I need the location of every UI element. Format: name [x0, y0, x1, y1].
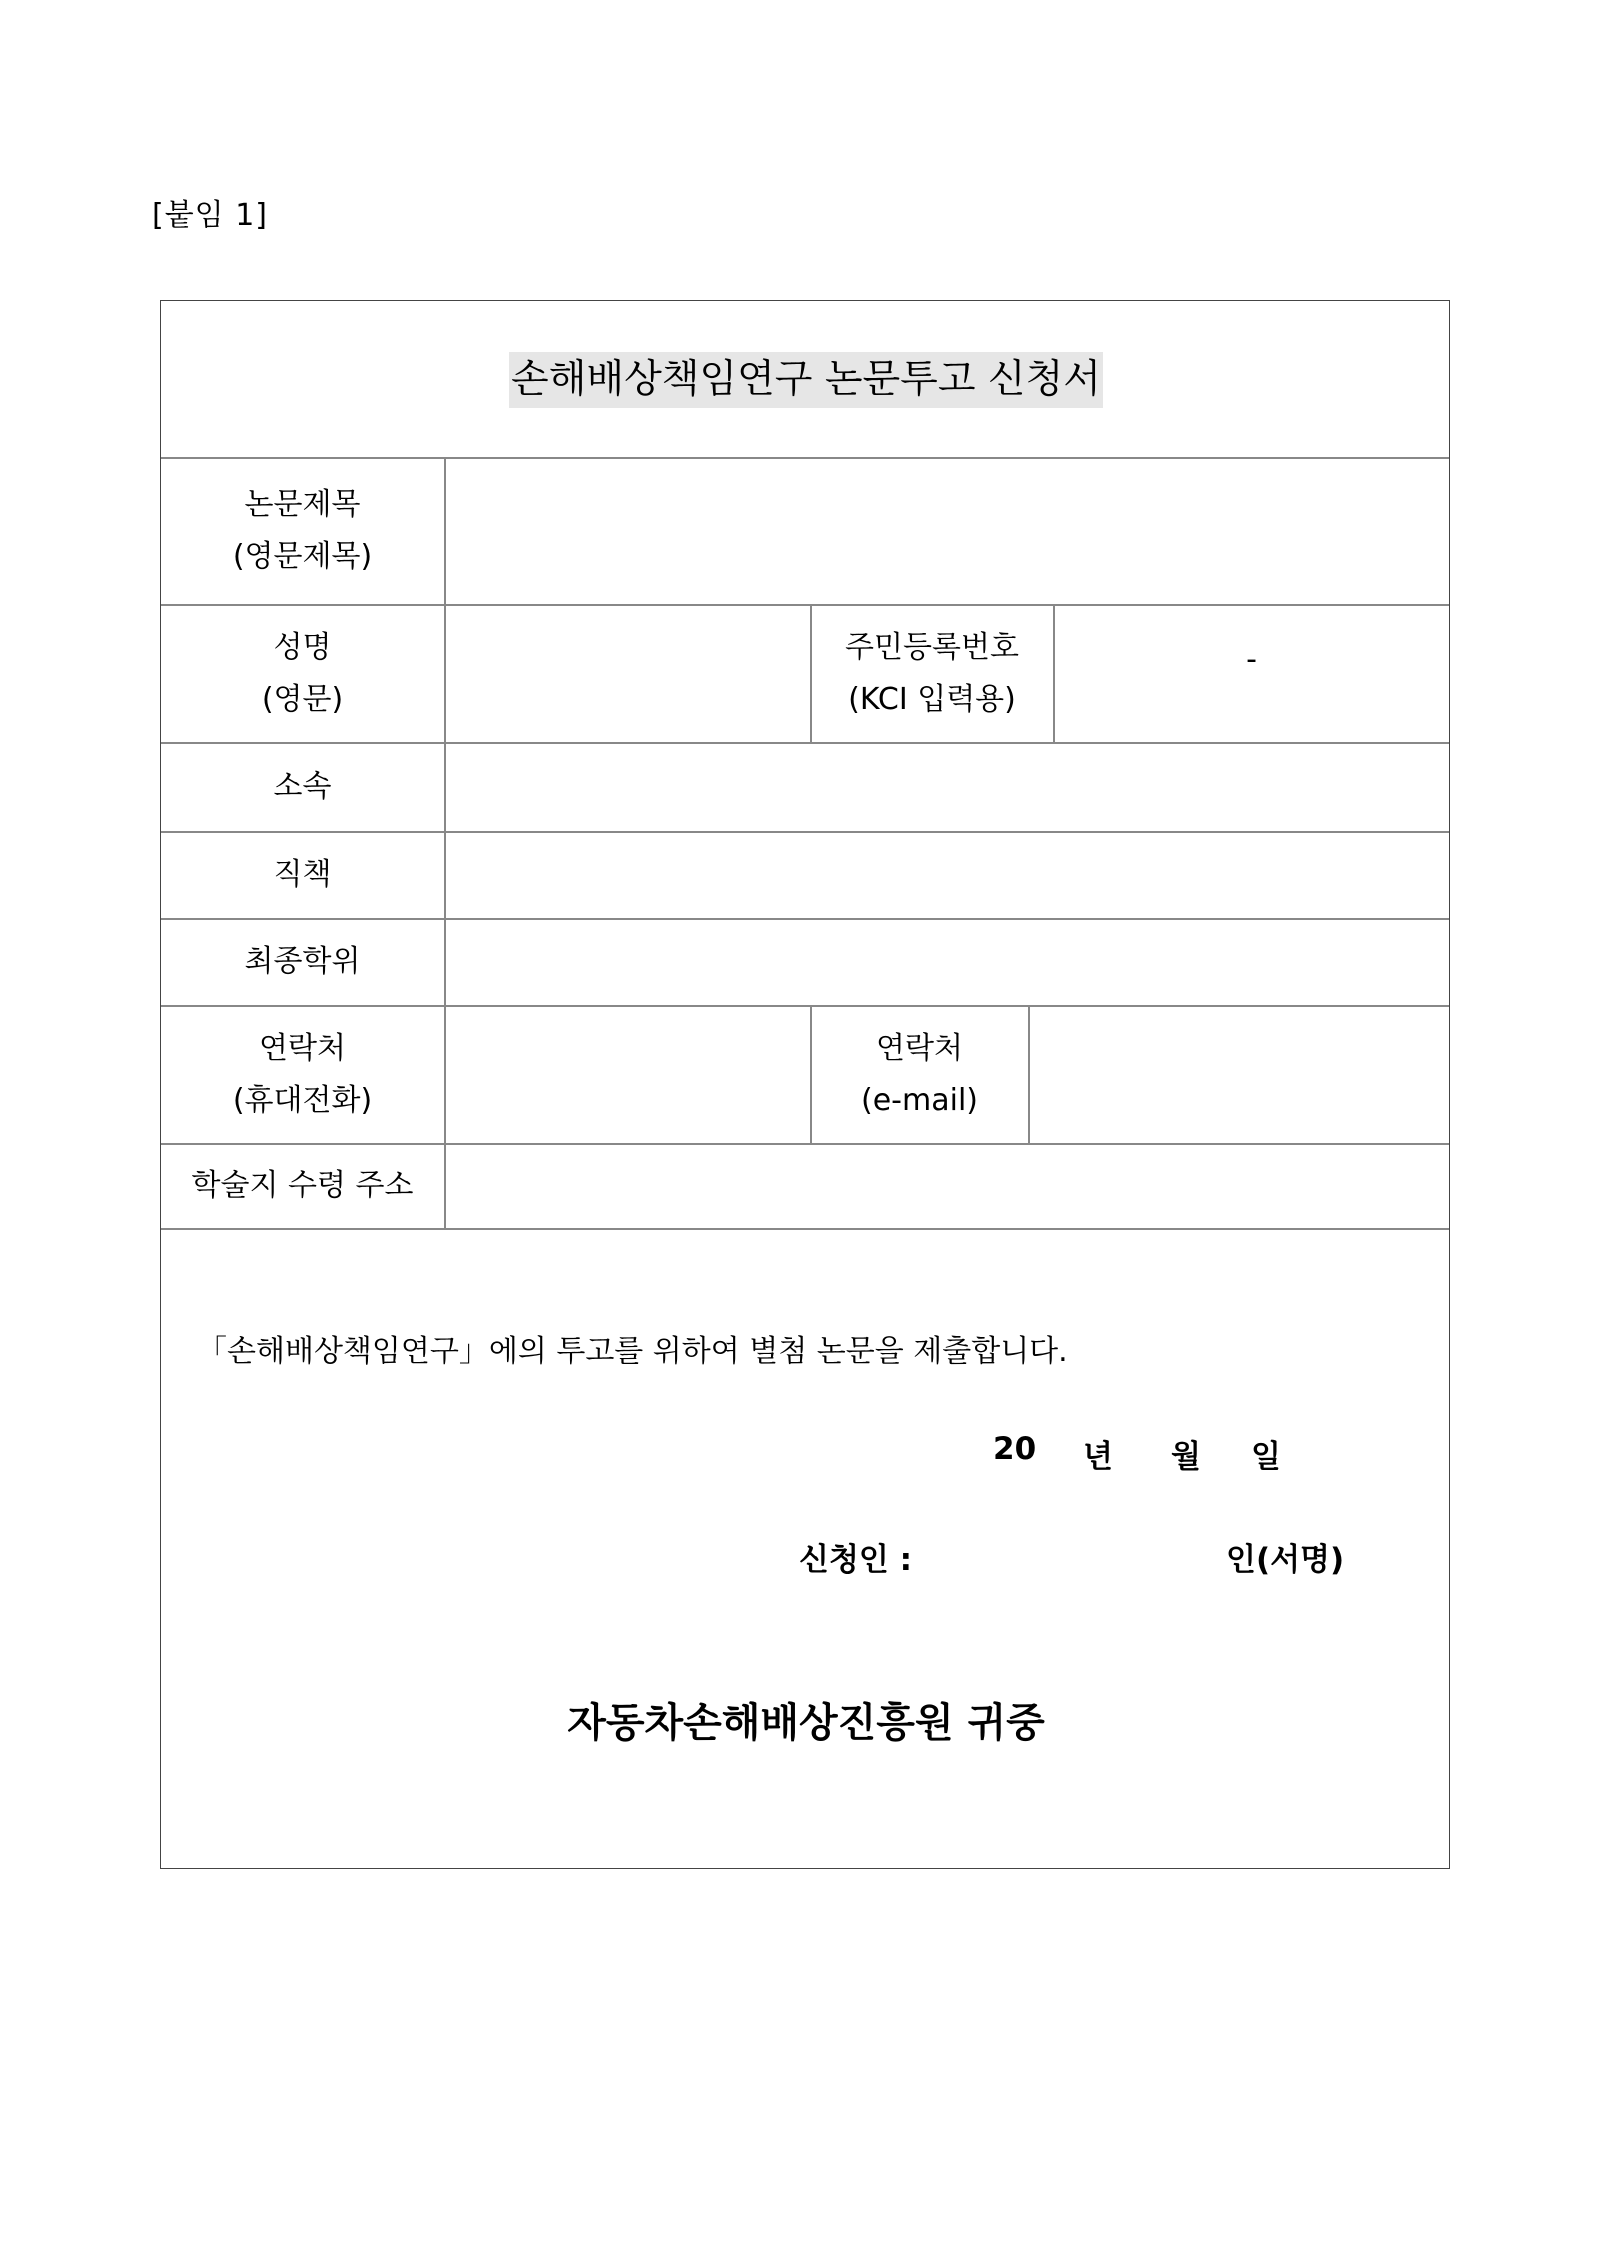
label-line: 최종학위: [244, 944, 361, 979]
label-line: 연락처: [259, 1030, 346, 1066]
label-phone: [161, 1006, 444, 1143]
label-degree: [161, 919, 444, 1005]
label-email: [811, 1006, 1028, 1143]
degree-field[interactable]: [446, 919, 1449, 1005]
application-form: [160, 300, 1450, 1869]
label-affiliation: [161, 743, 444, 831]
label-address: [161, 1144, 444, 1228]
affiliation-field[interactable]: [446, 743, 1449, 831]
applicant-label: 신청인 :: [799, 1542, 913, 1578]
recipient: 자동차손해배상진흥원 귀중: [567, 1700, 1045, 1746]
label-line: (영문): [261, 681, 344, 717]
date-year-prefix: 20: [993, 1431, 1037, 1467]
date-year: 년: [1083, 1439, 1113, 1475]
statement: 「손해배상책임연구」에의 투고를 위하여 별첨 논문을 제출합니다.: [197, 1334, 1068, 1369]
name-field[interactable]: [446, 605, 810, 742]
label-line: 성명: [273, 629, 332, 665]
form-title: [161, 301, 1451, 458]
label-line: 소속: [273, 769, 332, 804]
label-resident-no: [811, 605, 1053, 742]
label-paper-title: [161, 458, 444, 604]
resident-no-field[interactable]: [1054, 605, 1449, 715]
paper-title-field[interactable]: [446, 458, 1449, 604]
label-line: (KCI 입력용): [848, 681, 1016, 717]
label-line: 논문제목: [244, 487, 361, 522]
divider: [161, 1228, 1449, 1230]
address-field[interactable]: [446, 1144, 1449, 1228]
resident-no-separator: -: [1246, 642, 1257, 677]
seal-label: 인(서명): [1226, 1542, 1345, 1578]
position-field[interactable]: [446, 832, 1449, 918]
date-month: 월: [1171, 1439, 1201, 1475]
label-line: (휴대전화): [232, 1082, 373, 1118]
date-day: 일: [1251, 1439, 1281, 1475]
label-line: (e-mail): [861, 1082, 978, 1118]
email-field[interactable]: [1030, 1006, 1449, 1143]
form-title-text: 손해배상책임연구 논문투고 신청서: [509, 352, 1103, 408]
label-line: 학술지 수령 주소: [191, 1168, 414, 1203]
label-line: (영문제목): [232, 539, 373, 574]
label-line: 주민등록번호: [845, 629, 1019, 665]
label-line: 연락처: [876, 1030, 963, 1066]
label-line: 직책: [273, 857, 332, 892]
label-name: [161, 605, 444, 742]
label-position: [161, 832, 444, 918]
attachment-label: [붙임 1]: [152, 198, 268, 233]
phone-field[interactable]: [446, 1006, 810, 1143]
